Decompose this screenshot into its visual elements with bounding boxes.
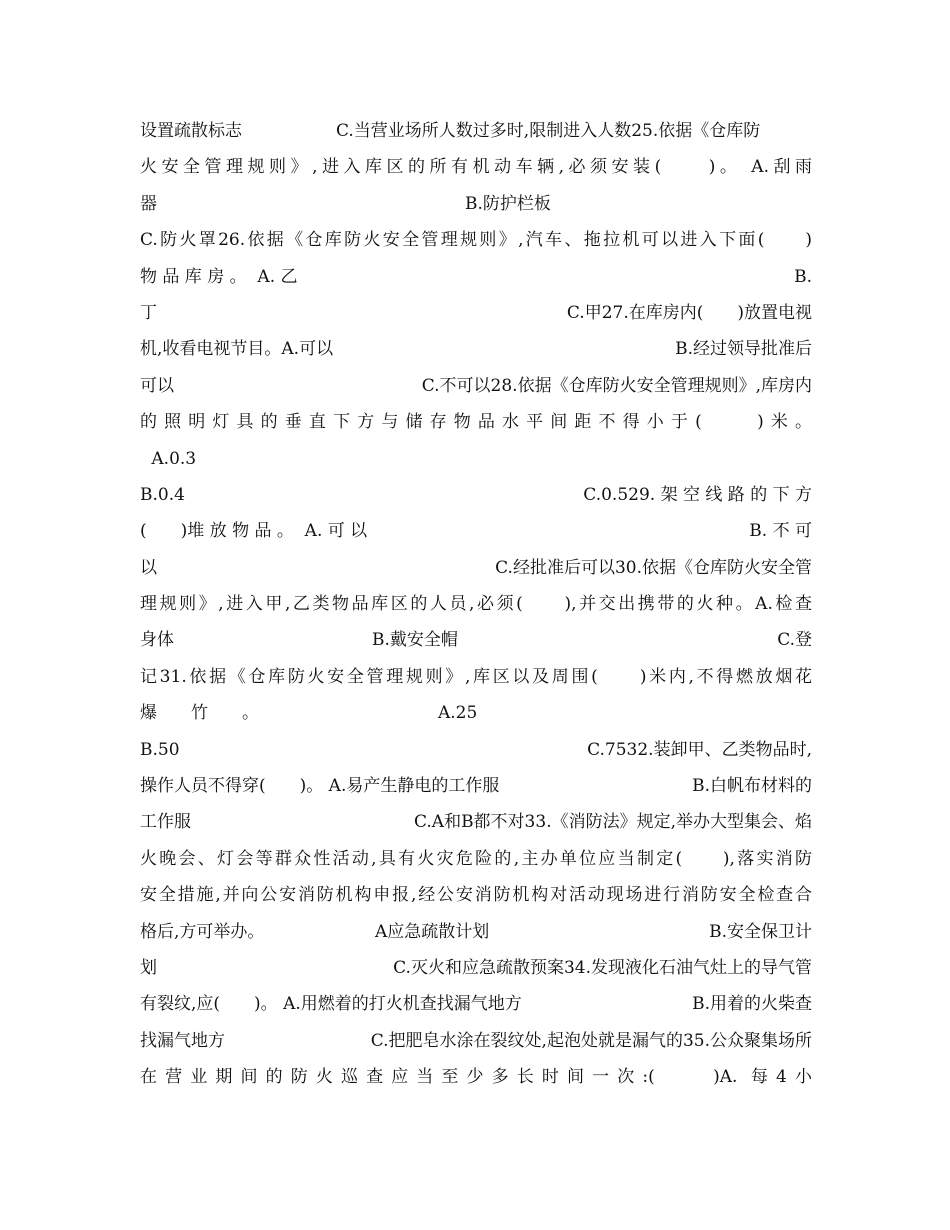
text-line [140,113,812,149]
text-segment: C.当营业场所人数过多时,限制进入人数25.依据《仓库防 [336,121,761,141]
text-segment: 格后,方可举办。 [140,921,265,942]
text-line [140,222,812,258]
text-segment: 划 [140,957,157,978]
text-segment: 理规则》,进入甲,乙类物品库区的人员,必须( ),并交出携带的火种。A.检查 [140,594,812,615]
text-line [140,877,812,913]
text-segment: A.25 [438,703,478,724]
text-segment: 物 品 库 房 。 A. 乙 [140,266,298,287]
text-line [140,914,812,950]
text-segment: 工作服 [140,812,191,833]
text-segment: ( )堆 放 物 品 。 A. 可 以 [140,521,368,542]
text-segment: B. [794,266,812,287]
text-segment: 机,收看电视节目。A.可以 [140,339,334,360]
text-segment: 以 [140,557,157,578]
text-segment: C.经批准后可以30.依据《仓库防火安全管 [495,557,812,578]
text-line [140,331,812,367]
text-segment: 在营业期间的防火巡查应当至少多长时间一次:( )A. 每4小 [140,1067,812,1088]
document-body [140,113,812,1096]
text-line [140,1059,812,1095]
text-segment: C.防火罩26.依据《仓库防火安全管理规则》,汽车、拖拉机可以进入下面( ) [140,230,812,251]
text-segment: C.灭火和应急疏散预案34.发现液化石油气灶上的导气管 [393,957,812,978]
text-line [140,768,812,804]
text-segment: A.0.3 [146,448,197,469]
text-segment: 安全措施,并向公安消防机构申报,经公安消防机构对活动现场进行消防安全检查合 [140,885,812,906]
text-segment: B.防护栏板 [465,193,551,214]
text-segment: 身体 [140,630,174,651]
text-line [140,622,812,658]
text-segment: A应急疏散计划 [375,921,490,942]
text-segment: B.戴安全帽 [372,630,458,651]
text-segment: 记31.依据《仓库防火安全管理规则》,库区以及周围( )米内,不得燃放烟花 [140,666,812,687]
text-segment: 设置疏散标志 [140,121,242,141]
text-segment: B. 不 可 [749,521,812,542]
text-line [140,586,812,622]
text-segment: 找漏气地方 [140,1030,225,1051]
text-line [140,1023,812,1059]
text-segment: B.白帆布材料的 [692,776,812,797]
text-line [140,804,812,840]
text-line [140,368,812,404]
text-line [140,659,812,695]
text-line [140,441,812,477]
text-line [140,513,812,549]
text-line [140,841,812,877]
text-segment: C.A和B都不对33.《消防法》规定,举办大型集会、焰 [413,812,812,833]
text-segment: B.经过领导批准后 [675,339,812,360]
text-segment: 火晚会、灯会等群众性活动,具有火灾危险的,主办单位应当制定( ),落实消防 [140,848,812,869]
text-line [140,986,812,1022]
text-line [140,950,812,986]
text-line [140,186,812,222]
text-line [140,149,812,185]
text-segment: C.登 [777,630,812,651]
text-line [140,295,812,331]
text-segment: 器 [140,193,157,214]
text-line [140,404,812,440]
text-segment: 有裂纹,应( )。 A.用燃着的打火机查找漏气地方 [140,994,522,1015]
text-segment: B.50 [140,739,180,760]
text-line [140,259,812,295]
text-segment: 操作人员不得穿( )。 A.易产生静电的工作服 [140,776,500,797]
text-segment: B.0.4 [140,484,185,505]
text-segment: C.7532.装卸甲、乙类物品时, [587,739,812,760]
text-segment: C.甲27.在库房内( )放置电视 [566,302,812,323]
text-segment: 可以 [140,375,174,396]
text-line [140,477,812,513]
text-segment: 爆 竹 。 [140,703,259,724]
text-line [140,550,812,586]
text-segment: C.不可以28.依据《仓库防火安全管理规则》,库房内 [421,375,812,396]
text-segment: 的照明灯具的垂直下方与储存物品水平间距不得小于( )米。 [140,412,812,433]
text-segment: C.把肥皂水涂在裂纹处,起泡处就是漏气的35.公众聚集场所 [370,1030,812,1051]
text-segment: B.安全保卫计 [709,921,812,942]
text-segment: C.0.529. 架 空 线 路 的 下 方 [583,484,812,505]
text-line [140,732,812,768]
text-line [140,695,812,731]
text-segment: 火安全管理规则》,进入库区的所有机动车辆,必须安装( )。 A.刮雨 [140,157,812,178]
text-segment: B.用着的火柴查 [692,994,812,1015]
text-segment: 丁 [140,302,157,323]
